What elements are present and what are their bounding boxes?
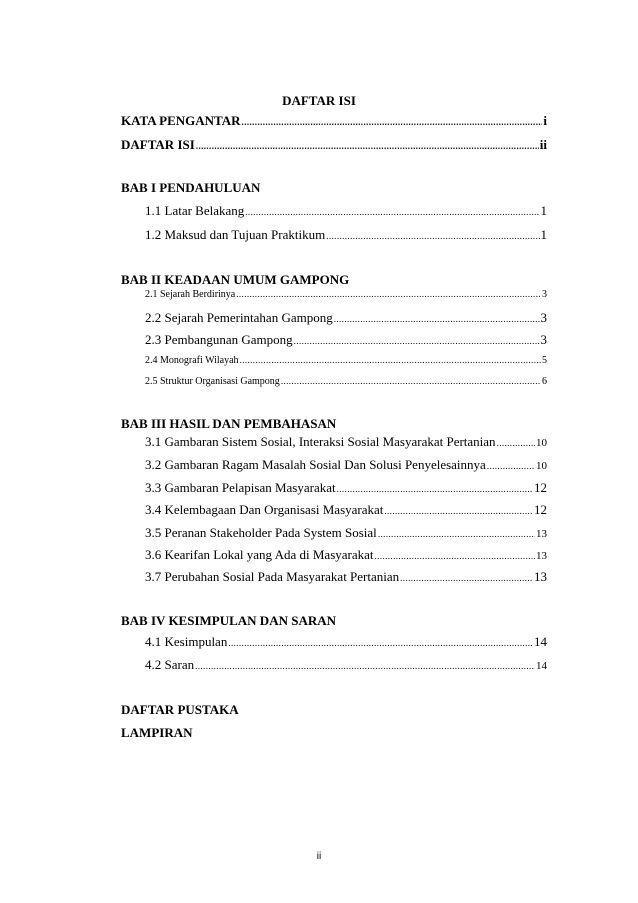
chapter-heading-bab-2[interactable]: BAB II KEADAAN UMUM GAMPONG: [121, 272, 350, 287]
dot-leader: [281, 376, 541, 386]
dot-leader: [242, 117, 543, 127]
dot-leader: [497, 438, 535, 448]
toc-entry-daftar-pustaka[interactable]: DAFTAR PUSTAKA: [121, 702, 239, 717]
toc-entry[interactable]: [145, 525, 547, 541]
dot-leader: [326, 231, 539, 241]
page-title: DAFTAR ISI: [282, 93, 356, 108]
toc-entry[interactable]: [145, 376, 547, 387]
toc-entry-label: 2.1 Sejarah Berdirinya: [145, 289, 236, 300]
dot-leader: [196, 141, 539, 151]
toc-entry-page: 3: [540, 310, 547, 325]
toc-entry-page: 12: [534, 502, 547, 517]
toc-entry-label: 3.6 Kearifan Lokal yang Ada di Masyarakat: [145, 547, 374, 562]
toc-entry-page: 13: [536, 528, 547, 540]
toc-entry[interactable]: [145, 332, 547, 348]
toc-entry-label: 3.1 Gambaran Sistem Sosial, Interaksi Sosial Masyarakat Pertanian: [145, 434, 496, 449]
dot-leader: [378, 529, 535, 539]
chapter-heading-bab-1[interactable]: BAB I PENDAHULUAN: [121, 180, 261, 195]
toc-entry-label: 1.2 Maksud dan Tujuan Praktikum: [145, 227, 326, 242]
toc-entry[interactable]: [145, 480, 547, 496]
dot-leader: [294, 336, 540, 346]
toc-entry-page: 12: [534, 480, 547, 495]
toc-entry[interactable]: [145, 657, 547, 673]
chapter-heading-bab-3[interactable]: BAB III HASIL DAN PEMBAHASAN: [121, 416, 337, 431]
toc-entry-label: 3.7 Perubahan Sosial Pada Masyarakat Pertanian: [145, 569, 400, 584]
toc-entry[interactable]: [145, 203, 547, 219]
toc-entry[interactable]: [145, 434, 547, 450]
dot-leader: [195, 661, 535, 671]
toc-entry-page: ii: [539, 137, 547, 152]
page-number: ii: [316, 851, 322, 862]
toc-entry-page: 5: [542, 355, 547, 366]
dot-leader: [236, 289, 541, 299]
dot-leader: [375, 551, 535, 561]
toc-entry[interactable]: [145, 502, 547, 518]
dot-leader: [240, 355, 541, 365]
toc-entry-label: KATA PENGANTAR: [121, 113, 241, 128]
toc-entry-label: 3.5 Peranan Stakeholder Pada System Sosial: [145, 525, 377, 540]
dot-leader: [337, 484, 533, 494]
dot-leader: [334, 314, 540, 324]
toc-entry-label: 4.2 Saran: [145, 657, 195, 672]
toc-entry-page: 10: [536, 460, 547, 472]
dot-leader: [384, 506, 533, 516]
toc-entry-lampiran[interactable]: LAMPIRAN: [121, 725, 193, 740]
toc-entry-page: 3: [540, 332, 547, 347]
toc-entry[interactable]: [145, 355, 547, 366]
toc-entry-label: 2.3 Pembangunan Gampong: [145, 332, 293, 347]
toc-entry-page: 14: [536, 660, 547, 672]
toc-entry-page: 13: [536, 550, 547, 562]
toc-entry-page: 1: [540, 227, 547, 242]
toc-entry[interactable]: [145, 227, 547, 243]
toc-entry-page: 6: [542, 376, 547, 387]
toc-entry-page: 1: [540, 203, 547, 218]
toc-entry-label: 2.5 Struktur Organisasi Gampong: [145, 376, 280, 387]
toc-entry-label: 1.1 Latar Belakang: [145, 203, 245, 218]
toc-entry-label: 3.4 Kelembagaan Dan Organisasi Masyarakat: [145, 502, 384, 517]
toc-entry-label: 3.2 Gambaran Ragam Masalah Sosial Dan Solusi Penyelesainnya: [145, 457, 486, 472]
toc-entry-kata-pengantar[interactable]: [121, 113, 547, 129]
toc-entry-page: 14: [534, 634, 547, 649]
toc-entry-page: 10: [536, 437, 547, 449]
dot-leader: [400, 573, 533, 583]
toc-entry-label: DAFTAR ISI: [121, 137, 195, 152]
toc-entry[interactable]: [145, 634, 547, 650]
dot-leader: [487, 461, 535, 471]
toc-entry[interactable]: [145, 547, 547, 563]
toc-entry[interactable]: [145, 569, 547, 585]
toc-entry[interactable]: [145, 289, 547, 300]
toc-entry-page: 3: [542, 289, 547, 300]
toc-entry-page: 13: [534, 569, 547, 584]
toc-entry[interactable]: [145, 457, 547, 473]
toc-entry-label: 2.2 Sejarah Pemerintahan Gampong: [145, 310, 333, 325]
toc-entry-daftar-isi[interactable]: [121, 137, 547, 153]
dot-leader: [245, 207, 539, 217]
toc-entry[interactable]: [145, 310, 547, 326]
toc-entry-page: i: [543, 113, 547, 128]
dot-leader: [228, 638, 533, 648]
toc-entry-label: 4.1 Kesimpulan: [145, 634, 228, 649]
chapter-heading-bab-4[interactable]: BAB IV KESIMPULAN DAN SARAN: [121, 613, 337, 628]
toc-entry-label: 3.3 Gambaran Pelapisan Masyarakat: [145, 480, 336, 495]
toc-entry-label: 2.4 Monografi Wilayah: [145, 355, 239, 366]
